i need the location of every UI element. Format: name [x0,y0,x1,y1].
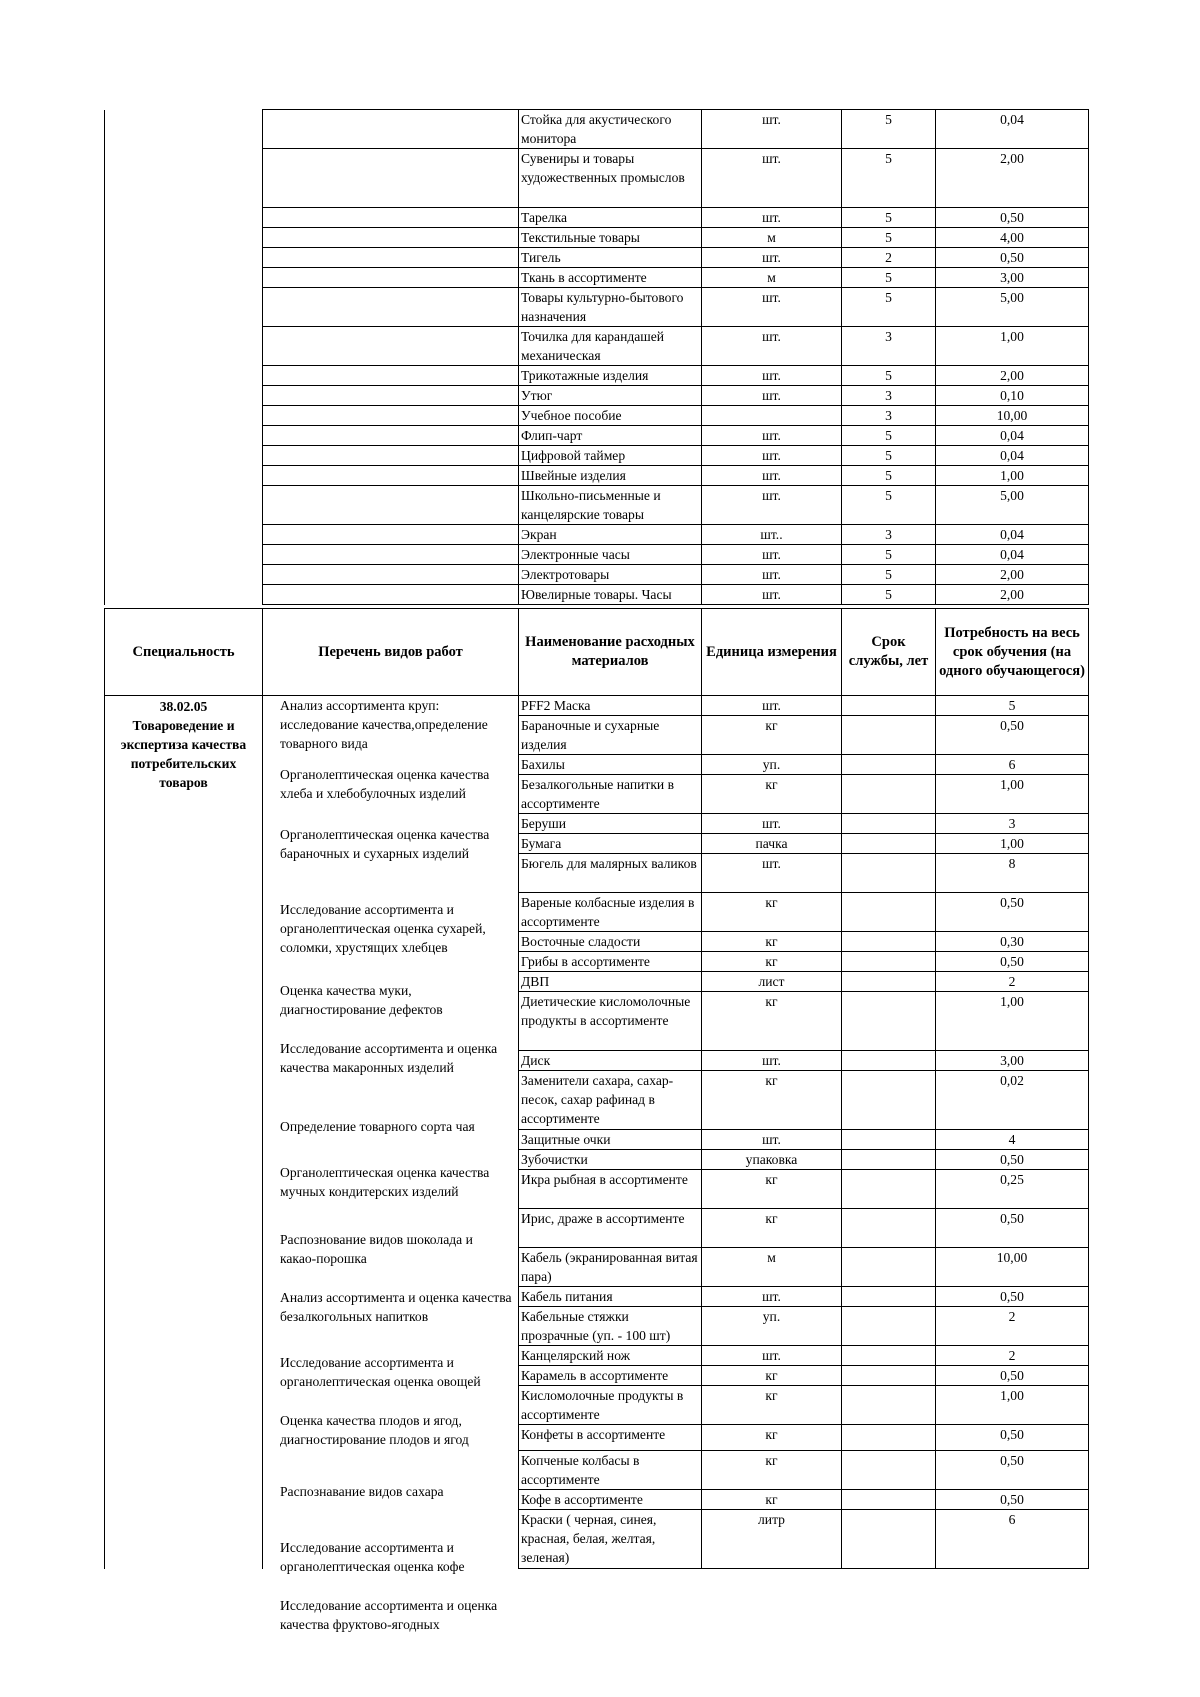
materials-table-continued [104,109,1089,605]
material-need: 8 [936,854,1089,893]
material-name: Кофе в ассортименте [519,1490,702,1510]
material-term [842,814,936,834]
material-name: Икра рыбная в ассортименте [519,1170,702,1209]
material-term [842,834,936,854]
material-term: 5 [842,585,936,605]
table-row [105,565,1089,585]
material-name: Безалкогольные напитки в ассортименте [519,775,702,814]
material-need: 2,00 [936,149,1089,208]
work-item: Распознование видов шоколада и какао-порошка [280,1232,473,1266]
material-name: Сувениры и товары художественных промыслов [519,149,702,208]
material-term [842,1490,936,1510]
works-cell-empty [263,110,519,149]
table-row [105,386,1089,406]
material-unit: шт. [702,288,842,327]
works-cell-empty [263,525,519,545]
material-unit: шт. [702,248,842,268]
works-cell-empty [263,248,519,268]
material-term: 5 [842,366,936,386]
material-need: 4 [936,1130,1089,1150]
material-term [842,932,936,952]
material-unit: шт. [702,585,842,605]
material-name: Товары культурно-бытового назначения [519,288,702,327]
material-name: Бараночные и сухарные изделия [519,716,702,755]
material-unit: м [702,228,842,248]
works-cell-empty [263,406,519,426]
material-need: 0,10 [936,386,1089,406]
material-need: 0,50 [936,1209,1089,1248]
material-term [842,854,936,893]
work-item: Определение товарного сорта чая [280,1119,475,1134]
table-header-row [105,609,1089,696]
specialty-cell-empty [105,446,263,466]
works-cell-empty [263,426,519,446]
header-works: Перечень видов работ [263,609,519,696]
material-name: Копченые колбасы в ассортименте [519,1451,702,1490]
material-unit: шт. [702,466,842,486]
materials-table [104,608,1089,1632]
material-need: 1,00 [936,1386,1089,1425]
specialty-cell-empty [105,486,263,525]
material-unit: кг [702,952,842,972]
material-need: 0,50 [936,893,1089,932]
material-term [842,1346,936,1366]
material-name: Бюгель для малярных валиков [519,854,702,893]
material-term: 5 [842,486,936,525]
material-unit: шт. [702,149,842,208]
specialty-cell-empty [105,386,263,406]
material-name: Кисломолочные продукты в ассортименте [519,1386,702,1425]
works-cell-empty [263,545,519,565]
material-need: 0,04 [936,426,1089,446]
specialty-cell-empty [105,327,263,366]
table-row [105,149,1089,208]
material-unit: кг [702,1071,842,1130]
material-term: 5 [842,268,936,288]
material-name: Стойка для акустического монитора [519,110,702,149]
material-unit: м [702,268,842,288]
material-unit: кг [702,775,842,814]
work-item: Анализ ассортимента и оценка качества безалкогольных напитков [280,1290,512,1324]
material-name: Кабель питания [519,1287,702,1307]
material-unit: шт. [702,1287,842,1307]
work-item: Оценка качества плодов и ягод, диагностирование плодов и ягод [280,1413,469,1447]
material-unit: шт. [702,426,842,446]
specialty-cell [105,696,263,1569]
work-item: Исследование ассортимента и оценка качества макаронных изделий [280,1041,498,1075]
material-name: ДВП [519,972,702,992]
material-unit: шт. [702,1130,842,1150]
material-unit: литр [702,1510,842,1569]
material-unit: кг [702,932,842,952]
table-row [105,288,1089,327]
material-term: 5 [842,110,936,149]
specialty-name: Товароведение и экспертиза качества потребительских товаров [120,718,247,790]
works-list-cell [263,696,519,1632]
material-term [842,1170,936,1209]
material-term: 5 [842,288,936,327]
material-term: 5 [842,466,936,486]
material-unit: уп. [702,1307,842,1346]
material-need: 4,00 [936,228,1089,248]
material-need: 0,50 [936,1150,1089,1170]
material-name: Беруши [519,814,702,834]
material-name: Диетические кисломолочные продукты в ассортименте [519,992,702,1051]
works-cell-empty [263,327,519,366]
material-term [842,1209,936,1248]
material-term [842,1150,936,1170]
material-name: Школьно-письменные и канцелярские товары [519,486,702,525]
material-unit: шт. [702,446,842,466]
material-name: Точилка для карандашей механическая [519,327,702,366]
material-unit: кг [702,1451,842,1490]
material-need: 0,02 [936,1071,1089,1130]
material-name: Восточные сладости [519,932,702,952]
material-unit: шт.. [702,525,842,545]
material-need: 2,00 [936,366,1089,386]
material-unit: шт. [702,110,842,149]
works-cell-empty [263,268,519,288]
material-unit: шт. [702,696,842,716]
material-name: Ткань в ассортименте [519,268,702,288]
material-unit: кг [702,1170,842,1209]
material-name: Учебное пособие [519,406,702,426]
material-need: 0,50 [936,1425,1089,1451]
material-term [842,1451,936,1490]
material-unit: лист [702,972,842,992]
material-term [842,696,936,716]
table-row [105,406,1089,426]
material-need: 2 [936,1346,1089,1366]
specialty-cell-empty [105,149,263,208]
material-unit: шт. [702,486,842,525]
material-unit: шт. [702,565,842,585]
material-term: 5 [842,446,936,466]
specialty-cell-empty [105,228,263,248]
table-row [105,446,1089,466]
table-row [105,426,1089,446]
specialty-cell-empty [105,585,263,605]
material-unit: кг [702,893,842,932]
table-row [105,248,1089,268]
material-unit: кг [702,992,842,1051]
works-cell-empty [263,466,519,486]
material-need: 5 [936,696,1089,716]
material-term: 5 [842,545,936,565]
material-need: 0,50 [936,1451,1089,1490]
header-material: Наименование расходных материалов [519,609,702,696]
table-row [105,466,1089,486]
works-cell-empty [263,149,519,208]
material-need: 1,00 [936,466,1089,486]
material-name: Флип-чарт [519,426,702,446]
specialty-cell-empty [105,426,263,446]
material-need: 6 [936,755,1089,775]
material-name: Кабельные стяжки прозрачные (уп. - 100 шт) [519,1307,702,1346]
material-term: 3 [842,525,936,545]
material-unit: кг [702,1425,842,1451]
header-unit: Единица измерения [702,609,842,696]
material-name: Защитные очки [519,1130,702,1150]
works-cell-empty [263,228,519,248]
works-cell-empty [263,446,519,466]
material-name: Трикотажные изделия [519,366,702,386]
work-item: Оценка качества муки, диагностирование дефектов [280,983,443,1017]
material-term [842,992,936,1051]
material-need: 0,50 [936,208,1089,228]
table-row [105,486,1089,525]
specialty-cell-empty [105,366,263,386]
material-term: 5 [842,228,936,248]
material-unit: упаковка [702,1150,842,1170]
material-need: 1,00 [936,327,1089,366]
works-cell-empty [263,386,519,406]
material-term [842,755,936,775]
material-need: 1,00 [936,775,1089,814]
material-term: 3 [842,386,936,406]
material-term [842,893,936,932]
material-name: Карамель в ассортименте [519,1366,702,1386]
specialty-code: 38.02.05 [159,699,208,714]
material-unit [702,406,842,426]
material-name: Электронные часы [519,545,702,565]
material-unit: уп. [702,755,842,775]
material-unit: кг [702,1209,842,1248]
material-term [842,1130,936,1150]
material-term: 5 [842,149,936,208]
material-term: 2 [842,248,936,268]
table-row [105,268,1089,288]
material-name: Бахилы [519,755,702,775]
material-unit: шт. [702,814,842,834]
material-need: 5,00 [936,486,1089,525]
material-need: 2,00 [936,585,1089,605]
specialty-cell-empty [105,288,263,327]
material-name: Конфеты в ассортименте [519,1425,702,1451]
material-unit: шт. [702,854,842,893]
work-item: Исследование ассортимента и органолептическая оценка кофе [280,1540,465,1574]
specialty-cell-empty [105,208,263,228]
specialty-cell-empty [105,268,263,288]
header-need: Потребность на весь срок обучения (на одного обучающегося) [936,609,1089,696]
specialty-cell-empty [105,525,263,545]
specialty-cell-empty [105,406,263,426]
material-need: 0,50 [936,1366,1089,1386]
material-term [842,716,936,755]
material-term [842,1248,936,1287]
material-unit: шт. [702,366,842,386]
material-name: Текстильные товары [519,228,702,248]
work-item: Органолептическая оценка качества бараночных и сухарных изделий [280,827,490,861]
material-unit: кг [702,716,842,755]
specialty-cell-empty [105,110,263,149]
material-term [842,1307,936,1346]
material-unit: шт. [702,386,842,406]
material-need: 1,00 [936,992,1089,1051]
specialty-cell-empty [105,565,263,585]
material-term: 5 [842,426,936,446]
material-unit: кг [702,1366,842,1386]
material-term [842,952,936,972]
material-term: 5 [842,208,936,228]
material-need: 2 [936,972,1089,992]
specialty-cell-empty [105,545,263,565]
header-specialty: Специальность [105,609,263,696]
material-name: Бумага [519,834,702,854]
material-term [842,1386,936,1425]
material-unit: кг [702,1490,842,1510]
material-name: Кабель (экранированная витая пара) [519,1248,702,1287]
works-cell-empty [263,288,519,327]
material-term [842,1287,936,1307]
material-need: 0,50 [936,1287,1089,1307]
material-name: Цифровой таймер [519,446,702,466]
works-cell-empty [263,208,519,228]
material-need: 0,04 [936,446,1089,466]
material-unit: шт. [702,1051,842,1071]
work-item: Органолептическая оценка качества мучных кондитерских изделий [280,1165,490,1199]
works-cell-empty [263,486,519,525]
material-name: Краски ( черная, синея, красная, белая, желтая, зеленая) [519,1510,702,1569]
table-row [105,545,1089,565]
material-name: Утюг [519,386,702,406]
material-term [842,1366,936,1386]
table-row [105,585,1089,605]
material-need: 2,00 [936,565,1089,585]
material-unit: кг [702,1386,842,1425]
material-need: 5,00 [936,288,1089,327]
material-name: Тигель [519,248,702,268]
material-need: 6 [936,1510,1089,1569]
material-need: 0,04 [936,525,1089,545]
work-item: Исследование ассортимента и органолептическая оценка овощей [280,1355,481,1389]
material-name: Электротовары [519,565,702,585]
material-need: 0,50 [936,1490,1089,1510]
material-unit: пачка [702,834,842,854]
material-name: Экран [519,525,702,545]
table-row [105,696,1089,716]
material-name: Швейные изделия [519,466,702,486]
material-term [842,1051,936,1071]
table-row [105,327,1089,366]
specialty-cell-empty [105,248,263,268]
work-item: Исследование ассортимента и оценка качества фруктово-ягодных [280,1598,498,1632]
material-term [842,1425,936,1451]
material-name: Диск [519,1051,702,1071]
table-row [105,208,1089,228]
material-term [842,1071,936,1130]
material-need: 0,25 [936,1170,1089,1209]
material-need: 10,00 [936,1248,1089,1287]
material-name: Грибы в ассортименте [519,952,702,972]
material-need: 3,00 [936,268,1089,288]
work-item: Исследование ассортимента и органолептическая оценка сухарей, соломки, хрустящих хлебцев [280,902,486,955]
work-item: Анализ ассортимента круп: исследование качества,определение товарного вида [280,698,488,751]
material-unit: шт. [702,1346,842,1366]
table-row [105,525,1089,545]
material-unit: шт. [702,545,842,565]
material-unit: шт. [702,327,842,366]
material-need: 3 [936,814,1089,834]
material-need: 0,04 [936,110,1089,149]
material-term: 3 [842,406,936,426]
material-need: 0,30 [936,932,1089,952]
table-row [105,366,1089,386]
material-term [842,1510,936,1569]
material-name: Зубочистки [519,1150,702,1170]
material-need: 1,00 [936,834,1089,854]
specialty-cell-empty [105,466,263,486]
material-need: 0,50 [936,952,1089,972]
material-need: 2 [936,1307,1089,1346]
material-name: Канцелярский нож [519,1346,702,1366]
work-item: Распознавание видов сахара [280,1484,444,1499]
material-term [842,775,936,814]
table-row [105,110,1089,149]
material-name: Тарелка [519,208,702,228]
header-term: Срок службы, лет [842,609,936,696]
material-need: 0,50 [936,716,1089,755]
material-term: 5 [842,565,936,585]
material-name: Ювелирные товары. Часы [519,585,702,605]
material-name: Вареные колбасные изделия в ассортименте [519,893,702,932]
works-cell-empty [263,585,519,605]
material-unit: шт. [702,208,842,228]
works-cell-empty [263,565,519,585]
material-name: Заменители сахара, сахар-песок, сахар рафинад в ассортименте [519,1071,702,1130]
table-row [105,228,1089,248]
material-term: 3 [842,327,936,366]
material-need: 3,00 [936,1051,1089,1071]
works-cell-empty [263,366,519,386]
material-need: 0,50 [936,248,1089,268]
material-need: 0,04 [936,545,1089,565]
material-name: Ирис, драже в ассортименте [519,1209,702,1248]
material-unit: м [702,1248,842,1287]
material-name: PFF2 Маска [519,696,702,716]
work-item: Органолептическая оценка качества хлеба и хлебобулочных изделий [280,767,490,801]
material-term [842,972,936,992]
material-need: 10,00 [936,406,1089,426]
